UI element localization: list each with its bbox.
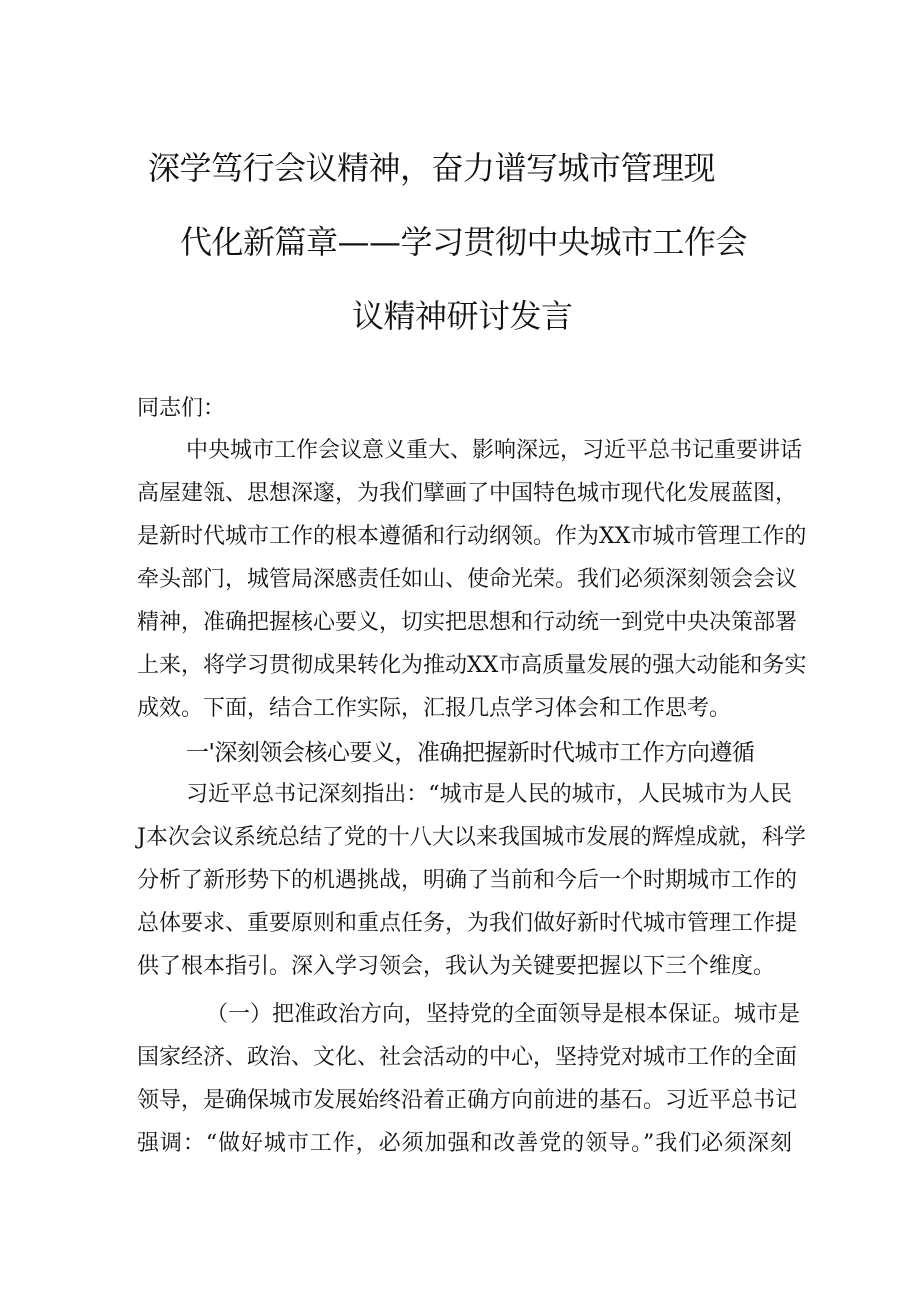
section-1-heading: 一'深刻领会核心要义，准确把握新时代城市工作方向遵循 — [186, 740, 755, 766]
paragraph-1-line: 牵头部门，城管局深感责任如山、使命光荣。我们必须深刻领会会议 — [137, 567, 798, 592]
paragraph-2-line: 分析了新形势下的机遇挑战，明确了当前和今后一个时期城市工作的 — [137, 868, 798, 893]
paragraph-1-line: 高屋建瓴、思想深邃，为我们擘画了中国特色城市现代化发展蓝图， — [137, 481, 798, 506]
paragraph-3-line: 国家经济、政治、文化、社会活动的中心，坚持党对城市工作的全面 — [137, 1045, 798, 1070]
document-title-line-3: 议精神研讨发言 — [352, 297, 573, 335]
paragraph-1-line: 精神，准确把握核心要义，切实把思想和行动统一到党中央决策部署 — [137, 610, 798, 635]
greeting: 同志们： — [137, 396, 226, 421]
paragraph-2-line: 习近平总书记深刻指出：“城市是人民的城市，人民城市为人民 — [186, 782, 792, 807]
paragraph-3-line: （一）把准政治方向，坚持党的全面领导是根本保证。城市是 — [206, 1002, 801, 1027]
paragraph-3-line: 强调：“做好城市工作，必须加强和改善党的领导。”我们必须深刻 — [137, 1131, 792, 1156]
paragraph-1-line: 上来，将学习贯彻成果转化为推动XX市高质量发展的强大动能和务实 — [137, 653, 807, 678]
paragraph-2-line: J本次会议系统总结了党的十八大以来我国城市发展的辉煌成就，科学 — [137, 825, 806, 850]
document-title-line-1: 深学笃行会议精神，奋力谱写城市管理现 — [148, 149, 716, 187]
paragraph-2-line: 供了根本指引。深入学习领会，我认为关键要把握以下三个维度。 — [137, 954, 776, 979]
document-title-line-2: 代化新篇章——学习贯彻中央城市工作会 — [180, 223, 748, 261]
paragraph-1-line: 成效。下面，结合工作实际，汇报几点学习体会和工作思考。 — [137, 696, 732, 721]
paragraph-1-line: 是新时代城市工作的根本遵循和行动纲领。作为XX市城市管理工作的 — [137, 524, 807, 549]
paragraph-3-line: 领导，是确保城市发展始终沿着正确方向前进的基石。习近平总书记 — [137, 1088, 798, 1113]
paragraph-1-line: 中央城市工作会议意义重大、影响深远，习近平总书记重要讲话 — [186, 438, 803, 463]
paragraph-2-line: 总体要求、重要原则和重点任务，为我们做好新时代城市管理工作提 — [137, 911, 798, 936]
